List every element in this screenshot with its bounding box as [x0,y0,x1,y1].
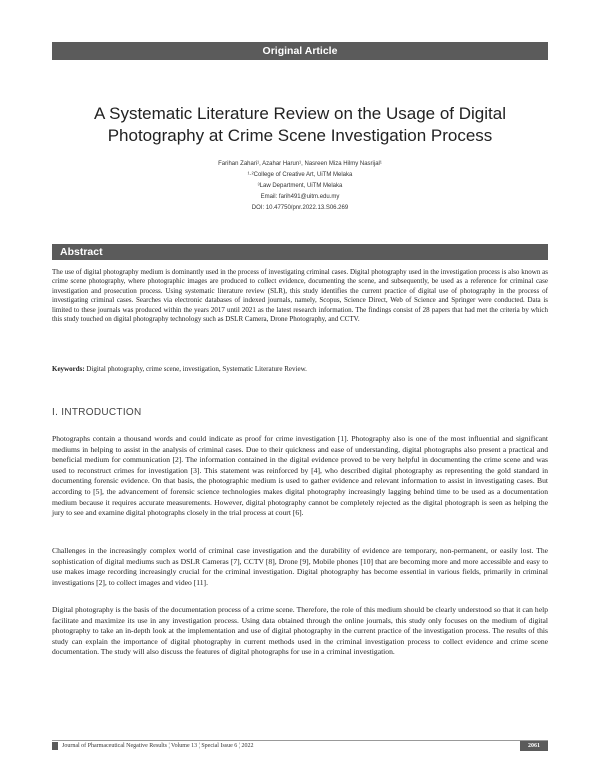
abstract-text: The use of digital photography medium is dominantly used in the process of investigating criminal cases. Digital photography used in the investigation process is also known as crime scene photography, where photographic images are produced to collect evidence, documenting the scene, and subsequently, be used as a reference for criminal case investigation and prosecution process. Using systematic literature review (SLR), this study identifies the current practice of digital use of photography in the process of investigating criminal cases. Searches via electronic databases of indexed journals, namely, Scopus, Science Direct, Web of Science and Springer were conducted. Data is limited to these journals was produced within the years 2017 until 2021 as the latest research information. The findings consist of 28 papers that had met the criteria by which this study touched on digital photography technology such as DSLR Camera, Drone Photography, and CCTV. [52,268,548,324]
journal-footer: Journal of Pharmaceutical Negative Results ¦ Volume 13 ¦ Special Issue 6 ¦ 2022 [62,743,254,749]
author-block [60,159,540,214]
page-number: 2061 [520,741,548,751]
keywords-label: Keywords: [52,365,85,373]
author-email[interactable]: Email: farih491@uitm.edu.my [260,194,340,200]
title-line-2: Photography at Crime Scene Investigation Process [107,126,493,145]
footer-divider [52,740,548,741]
keywords-text: Digital photography, crime scene, investigation, Systematic Literature Review. [84,365,307,373]
affiliation-2: ³Law Department, UiTM Melaka [257,183,343,189]
paragraph-2: Challenges in the increasingly complex world of criminal case investigation and the durability of evidence are temporary, non-permanent, or easily lost. The sophistication of digital mediums such as DSLR Cameras [7], CCTV [8], Drone [9], Mobile phones [10] that are becoming more and more accessible and easy to use makes image recording increasingly crucial for the criminal investigation. Digital photography has become essential in various fields, primarily in criminal investigations [2], to collect images and video [11]. [52,546,548,587]
author-names: Farihan Zahari¹, Azahar Harun¹, Nasreen Miza Hilmy Nasrijal¹ [218,161,382,167]
footer-marker [52,742,58,750]
keywords [52,365,548,374]
paper-title [60,103,540,147]
paragraph-3: Digital photography is the basis of the documentation process of a crime scene. Therefore, the role of this medium should be clearly understood so that it can help facilitate and maximize its use in any investigation process. Using data obtained through the online journals, this study only focuses on the medium of digital photography to take an in-depth look at the implementation and use of digital photography in the current practice of the investigation process. The results of this study can explain the importance of digital photography in current methods used in the criminal investigation process to collect evidence and crime scene documentation. The study will also discuss the features of digital photographs for use in a criminal investigation. [52,605,548,657]
abstract-heading: Abstract [52,244,548,260]
doi[interactable]: DOI: 10.47750/pnr.2022.13.S06.269 [251,205,349,211]
article-type-banner: Original Article [52,42,548,60]
title-line-1: A Systematic Literature Review on the Usage of Digital [94,104,506,123]
introduction-heading: I. INTRODUCTION [52,407,142,418]
affiliation-1: ¹·²College of Creative Art, UiTM Melaka [247,172,353,178]
paragraph-1: Photographs contain a thousand words and could indicate as proof for crime investigation [1]. Photography also is one of the most influential and significant mediums in helping to assist in the analysis of criminal cases. Due to their quickness and ease of understanding, digital photographs also present a practical and beneficial medium for communication [2]. The information contained in the digital evidence proved to be very helpful in documenting the crime scene and was used to reconstruct crimes for investigation [3]. This statement was reinforced by [4], who described digital photography as representing the gold standard in documenting forensic evidence. On that basis, the photographic medium is used to gather evidence and relevant information to assist in investigating cases. But according to [5], the advancement of forensic science technologies makes digital photography increasingly lagging behind time to be used as a documentation medium because it requires accurate measurements. However, digital photography cannot be completely rejected as the digital photograph is seen as helping the jury to see and examine digital photographs closely in the trial process at court [6]. [52,434,548,518]
